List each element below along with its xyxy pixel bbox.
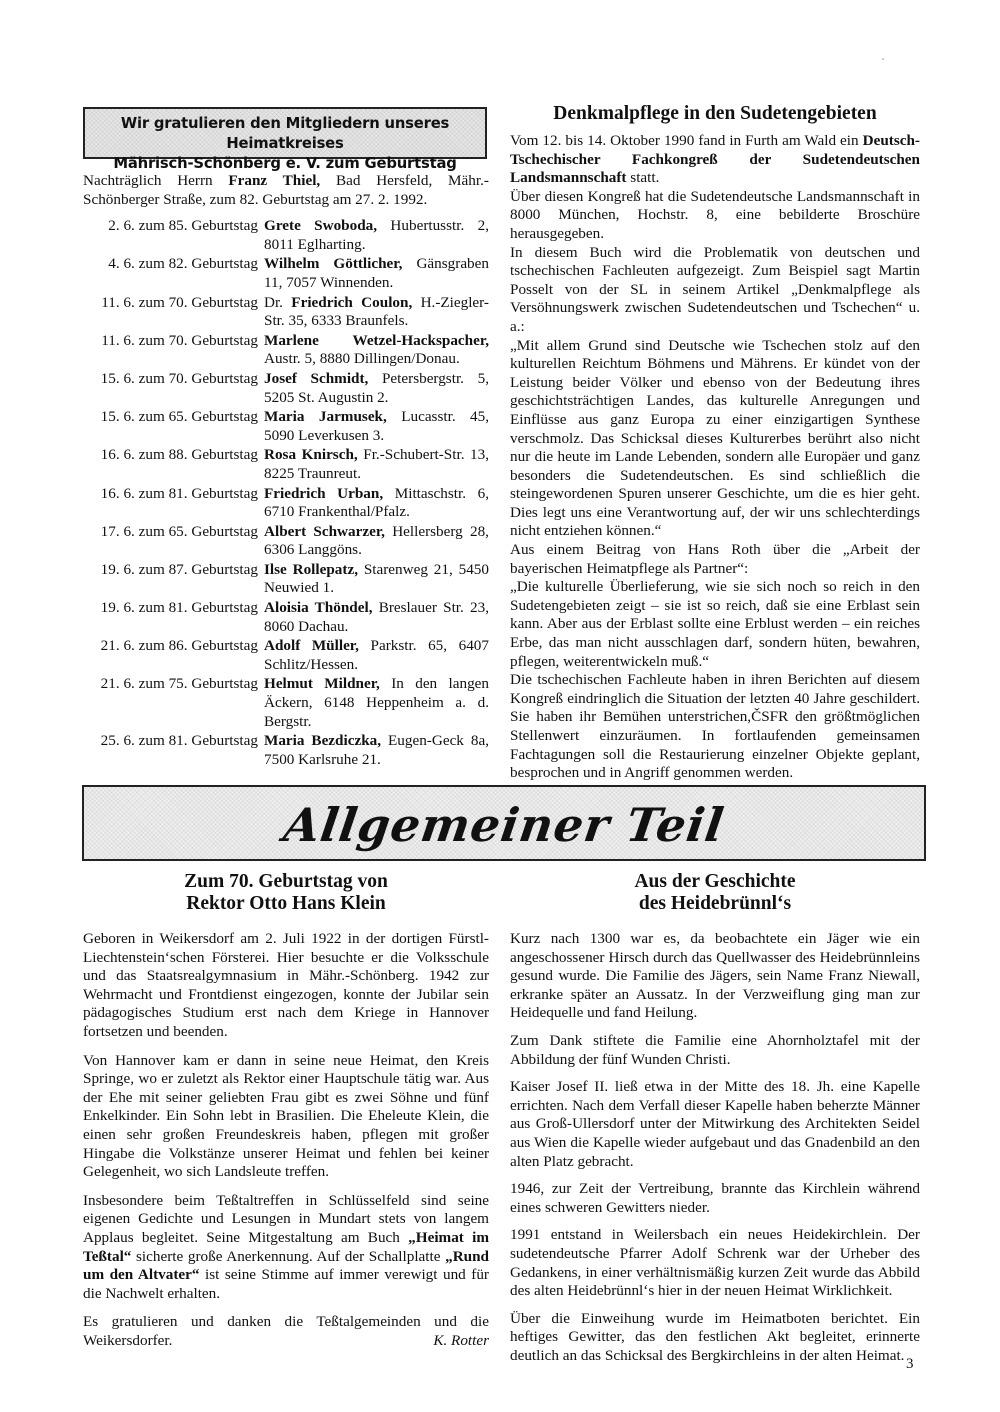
denkmalpflege-p2: Über diesen Kongreß hat die Sudetendeutsche Landsmannschaft in 8000 München, Hochstr. 8, eine bebilderte Broschüre herausgegeben. [510, 187, 920, 242]
denkmalpflege-p3: In diesem Buch wird die Problematik von deutschen und tschechischen Fachleuten aufgezeigt. Zum Beispiel sagt Martin Posselt von der SL in seinem Artikel „Denkmalpflege als Versöhnungswerk zwischen Sudetendeutschen und Tschechen“ u. a.: [510, 243, 920, 335]
klein-heading-line-2: Rektor Otto Hans Klein [186, 893, 386, 914]
scan-speck [882, 58, 884, 60]
denkmalpflege-p7: Die tschechischen Fachleute haben in ihren Berichten auf diesem Kongreß eindringlich die Situation der letzten 40 Jahre geschildert. Sie haben ihr Bemühen unterstrichen,ČSFR den größtmöglichen Stellenwert einzuräumen. In fortlaufenden gemeinsamen Fachtagungen soll die Restaurierung einzelner Objekte geplant, besprochen und in Angriff genommen werden. [510, 671, 920, 782]
person-address: Austr. 5, 8880 Dillingen/Donau. [264, 350, 460, 368]
congrats-title-box [83, 107, 487, 172]
p3-text-b: sicherte große Anerkennung. Auf der Schallplatte [131, 1247, 446, 1265]
heide-p1: Kurz nach 1300 war es, da beobachtete ein Jäger wie ein angeschossener Hirsch durch das Quellwasser des Heidebrünnleins gesund wurde. Die Familie des Jägers, sein Name Franz Niewall, erkranke später an Aussatz. In der Verzweiflung ging man zur Heidequelle und fand Heilung. [510, 930, 920, 1022]
person-name: Wilhelm Göttlicher, [264, 255, 403, 273]
birthday-date [83, 446, 258, 483]
congrats-title [85, 109, 485, 174]
person-address: Hubertusstr. 2, 8011 Eglharting. [264, 217, 489, 253]
person-name: Maria Jarmusek, [264, 408, 387, 426]
klein-p3 [83, 1192, 489, 1304]
person-name: Maria Bezdiczka, [264, 732, 382, 750]
person-name: Rosa Knirsch, [264, 446, 358, 464]
birthday-date-text: 2. 6. zum 85. Geburtstag [108, 217, 258, 235]
birthday-entry [83, 370, 489, 407]
birthday-date [83, 255, 258, 292]
denkmalpflege-p4: „Mit allem Grund sind Deutsche wie Tschechen stolz auf den kulturellen Reichtum Böhmens und Mährens. Er kündet von der Leistung beider Völker und ebenso von der Bedeutung ihres geschichtsträchtigen Landes, das kulturelle Anregungen und Einflüsse aus ganz Europa zu einer einzigartigen Synthese verschmolz. Das Schicksal dieses Kulturerbes berührt also nicht nur die heute im Lande Lebenden, sondern alle Europäer und ganz besonders die Sudetendeutschen. Es sind schließlich die steingewordenen Spuren unserer Geschichte, um die es hier geht. Dies legt uns eine Verantwortung auf, der wir uns schlechterdings nicht entziehen können.“ [510, 336, 920, 540]
person-name: Ilse Rollepatz, [264, 560, 358, 578]
person-address: Eugen-Geck 8a, 7500 Karlsruhe 21. [264, 732, 489, 768]
heide-p4: 1946, zur Zeit der Vertreibung, brannte das Kirchlein während eines schweren Gewitters nieder. [510, 1180, 920, 1216]
person-address: Parkstr. 65, 6407 Schlitz/Hessen. [264, 637, 489, 673]
banner-title: Allgemeiner Teil [280, 798, 728, 852]
p1-text: Vom 12. bis 14. Oktober 1990 fand in Furth am Wald ein [510, 132, 863, 149]
birthday-person [264, 255, 489, 292]
birthday-date-text: 19. 6. zum 81. Geburtstag [100, 599, 258, 617]
klein-heading [83, 871, 489, 915]
heide-heading-line-2: des Heidebrünnl‘s [638, 893, 792, 914]
person-address: Fr.-Schubert-Str. 13, 8225 Traunreut. [264, 446, 490, 482]
birthday-person [264, 408, 489, 445]
birthday-person [264, 637, 489, 674]
person-address: In den langen Äckern, 6148 Heppenheim a. d. Bergstr. [264, 675, 489, 730]
intro-name: Franz Thiel, [228, 172, 321, 189]
birthday-person [264, 332, 489, 369]
person-title: Dr. [264, 293, 292, 311]
person-address: Gänsgraben 11, 7057 Winnenden. [264, 255, 489, 291]
intro-rest: Bad Hersfeld, Mähr.-Schönberger Straße, zum 82. Geburtstag am 27. 2. 1992. [83, 172, 489, 208]
birthday-person [264, 370, 489, 407]
birthday-list [83, 217, 489, 769]
klein-p4 [83, 1313, 489, 1350]
birthday-date-text: 16. 6. zum 81. Geburtstag [100, 484, 258, 502]
birthday-entry [83, 446, 489, 483]
birthday-date [83, 294, 258, 331]
birthday-date [83, 485, 258, 522]
birthday-date-text: 4. 6. zum 82. Geburtstag [108, 255, 258, 273]
birthday-person [264, 217, 489, 254]
denkmalpflege-heading: Denkmalpflege in den Sudetengebieten [553, 103, 877, 124]
person-name: Aloisia Thöndel, [264, 599, 373, 617]
birthday-date-text: 17. 6. zum 65. Geburtstag [100, 522, 258, 540]
birthday-entry [83, 332, 489, 369]
birthday-entry [83, 485, 489, 522]
birthday-entry [83, 294, 489, 331]
heide-p3: Kaiser Josef II. ließ etwa in der Mitte des 18. Jh. eine Kapelle errichten. Nach dem Verfall dieser Kapelle haben beherzte Männer aus Groß-Ullersdorf unter der Mitwirkung des Architekten Seidel aus Wien die Kapelle wieder aufgebaut und das Gnadenbild an den alten Platz gebracht. [510, 1078, 920, 1170]
birthday-entry [83, 675, 489, 731]
birthday-date-text: 16. 6. zum 88. Geburtstag [100, 446, 258, 464]
birthday-date [83, 561, 258, 598]
congrats-title-line-2: Mährisch-Schönberg e. V. zum Geburtstag [113, 155, 457, 172]
denkmalpflege-p6: „Die kulturelle Überlieferung, wie sie sich noch so reich in den Sudetengebieten zeigt – sie ist so reich, daß sie eine Erblast sein kann. Aber aus der Erblast sollte eine Erblust werden – ein reiches Erbe, das man nicht ausschlagen darf, sondern hüten, bewahren, pflegen, weiterentwickeln muß.“ [510, 578, 920, 670]
birthday-date [83, 675, 258, 731]
birthday-date-text: 11. 6. zum 70. Geburtstag [101, 293, 258, 311]
birthday-date-text: 15. 6. zum 70. Geburtstag [100, 369, 258, 387]
person-address: Starenweg 21, 5450 Neuwied 1. [264, 560, 489, 597]
person-address: H.-Ziegler-Str. 35, 6333 Braunfels. [264, 293, 489, 330]
klein-p1: Geboren in Weikersdorf am 2. Juli 1922 in der dortigen Fürstl-Liechtenstein‘schen Försterei. Hier besuchte er die Volksschule und das Staatsrealgymnasium in Mähr.-Schönberg. 1942 zur Wehrmacht und Frontdienst eingezogen, konnte der Jubilar sein pädagogisches Studium erst nach dem Kriege in Hannover fortsetzen und beenden. [83, 930, 489, 1040]
person-address: Hellersberg 28, 6306 Langgöns. [264, 522, 489, 559]
birthday-entry [83, 217, 489, 254]
birthday-date [83, 217, 258, 254]
person-name: Albert Schwarzer, [264, 522, 385, 540]
birthday-date [83, 599, 258, 636]
person-name: Friedrich Coulon, [291, 293, 413, 311]
birthday-entry [83, 732, 489, 769]
p1-text-end: statt. [626, 169, 660, 187]
birthday-date [83, 408, 258, 445]
birthday-date [83, 332, 258, 369]
heide-p2: Zum Dank stiftete die Familie eine Ahornholztafel mit der Abbildung der fünf Wunden Christi. [510, 1031, 920, 1068]
heide-p5: 1991 entstand in Weilersbach ein neues Heidekirchlein. Der sudetendeutsche Pfarrer Adolf Schrenk war der Urheber des Gedankens, in einer verhältnismäßig kurzen Zeit wurde das Abbild des alten Heidebrünnl‘s hier in der neuen Heimat Wirklichkeit. [510, 1226, 920, 1300]
record-title: „Rund um den Altvater“ [83, 1247, 489, 1284]
page-number: 3 [906, 1356, 914, 1372]
birthday-entry [83, 408, 489, 445]
birthday-date-text: 15. 6. zum 65. Geburtstag [100, 408, 258, 426]
person-address: Mittaschstr. 6, 6710 Frankenthal/Pfalz. [264, 484, 489, 521]
congrats-title-line-1: Wir gratulieren den Mitgliedern unseres Heimatkreises [120, 115, 450, 152]
heide-heading-line-1: Aus der Geschichte [634, 871, 796, 892]
p3-text-c: ist seine Stimme auf immer verewigt und für die Nachwelt erhalten. [83, 1266, 489, 1302]
birthday-person [264, 485, 489, 522]
birthday-date [83, 637, 258, 674]
person-address: Lucasstr. 45, 5090 Leverkusen 3. [264, 408, 489, 444]
birthday-date [83, 523, 258, 560]
heidebruennl-heading [510, 871, 920, 915]
p1-bold: Deutsch-Tschechischer Fachkongreß der Sudetendeutschen Landsmannschaft [510, 132, 920, 187]
person-name: Adolf Müller, [264, 637, 359, 655]
birthday-date-text: 21. 6. zum 86. Geburtstag [100, 637, 258, 655]
birthday-person [264, 561, 489, 598]
birthday-date [83, 370, 258, 407]
birthday-entry [83, 255, 489, 292]
birthday-date-text: 21. 6. zum 75. Geburtstag [100, 675, 258, 693]
section-banner [82, 785, 926, 861]
heidebruennl-article [510, 871, 920, 1374]
person-address: Breslauer Str. 23, 8060 Dachau. [264, 599, 490, 635]
person-name: Marlene Wetzel-Hackspacher, [264, 331, 489, 349]
birthday-person [264, 294, 489, 331]
intro-prefix: Nachträglich Herrn [83, 172, 229, 189]
birthday-entry [83, 523, 489, 560]
klein-p2: Von Hannover kam er dann in seine neue Heimat, den Kreis Springe, wo er zuletzt als Rektor einer Hauptschule tätig war. Aus der Ehe mit seiner geliebten Frau gibt es zwei Söhne und fünf Enkelkinder. Ein Sohn lebt in Brasilien. Die Eheleute Klein, die einen sehr großen Freundeskreis haben, pflegen mit großer Hingabe die Volkstänze unserer Heimat und fehlen bei keiner Gelegenheit, wo sich Landsleute treffen. [83, 1051, 489, 1181]
book-title: „Heimat im Teßtal“ [83, 1228, 490, 1265]
p3-text-a: Insbesondere beim Teßtaltreffen in Schlüsselfeld sind seine eigenen Gedichte und Lesungen in Mundart stets von langem Applaus begleitet. Seine Mitgestaltung am Buch [83, 1191, 489, 1246]
author-signature: K. Rotter [433, 1331, 489, 1349]
birthday-date-text: 25. 6. zum 81. Geburtstag [100, 732, 258, 750]
person-name: Helmut Mildner, [264, 675, 380, 693]
person-name: Grete Swoboda, [264, 217, 378, 235]
birthday-person [264, 675, 489, 731]
heide-p6: Über die Einweihung wurde im Heimatboten berichtet. Ein heftiges Gewitter, das den festlichen Akt begleitet, erinnerte deutlich an das Schicksal des Bergkirchleins in der alten Heimat. [510, 1309, 920, 1364]
birthday-person [264, 599, 489, 636]
birthday-entry [83, 637, 489, 674]
birthday-person [264, 523, 489, 560]
denkmalpflege-p5: Aus einem Beitrag von Hans Roth über die „Arbeit der bayerischen Heimatpflege als Partner“: [510, 541, 920, 577]
birthday-entry [83, 561, 489, 598]
birthday-date [83, 732, 258, 769]
closing-text: Es gratulieren und danken die Teßtalgemeinden und die Weikersdorfer. [83, 1313, 489, 1349]
person-address: Petersbergstr. 5, 5205 St. Augustin 2. [264, 369, 489, 406]
person-name: Friedrich Urban, [264, 484, 384, 502]
denkmalpflege-article [510, 103, 920, 783]
birthday-intro [83, 172, 489, 209]
birthday-date-text: 19. 6. zum 87. Geburtstag [100, 560, 258, 578]
birthday-list-section [83, 172, 489, 770]
birthday-date-text: 11. 6. zum 70. Geburtstag [101, 331, 258, 349]
klein-article [83, 871, 489, 1350]
birthday-person [264, 446, 489, 483]
birthday-entry [83, 599, 489, 636]
birthday-person [264, 732, 489, 769]
denkmalpflege-p1 [510, 132, 920, 188]
person-name: Josef Schmidt, [264, 369, 369, 387]
klein-heading-line-1: Zum 70. Geburtstag von [184, 871, 388, 892]
